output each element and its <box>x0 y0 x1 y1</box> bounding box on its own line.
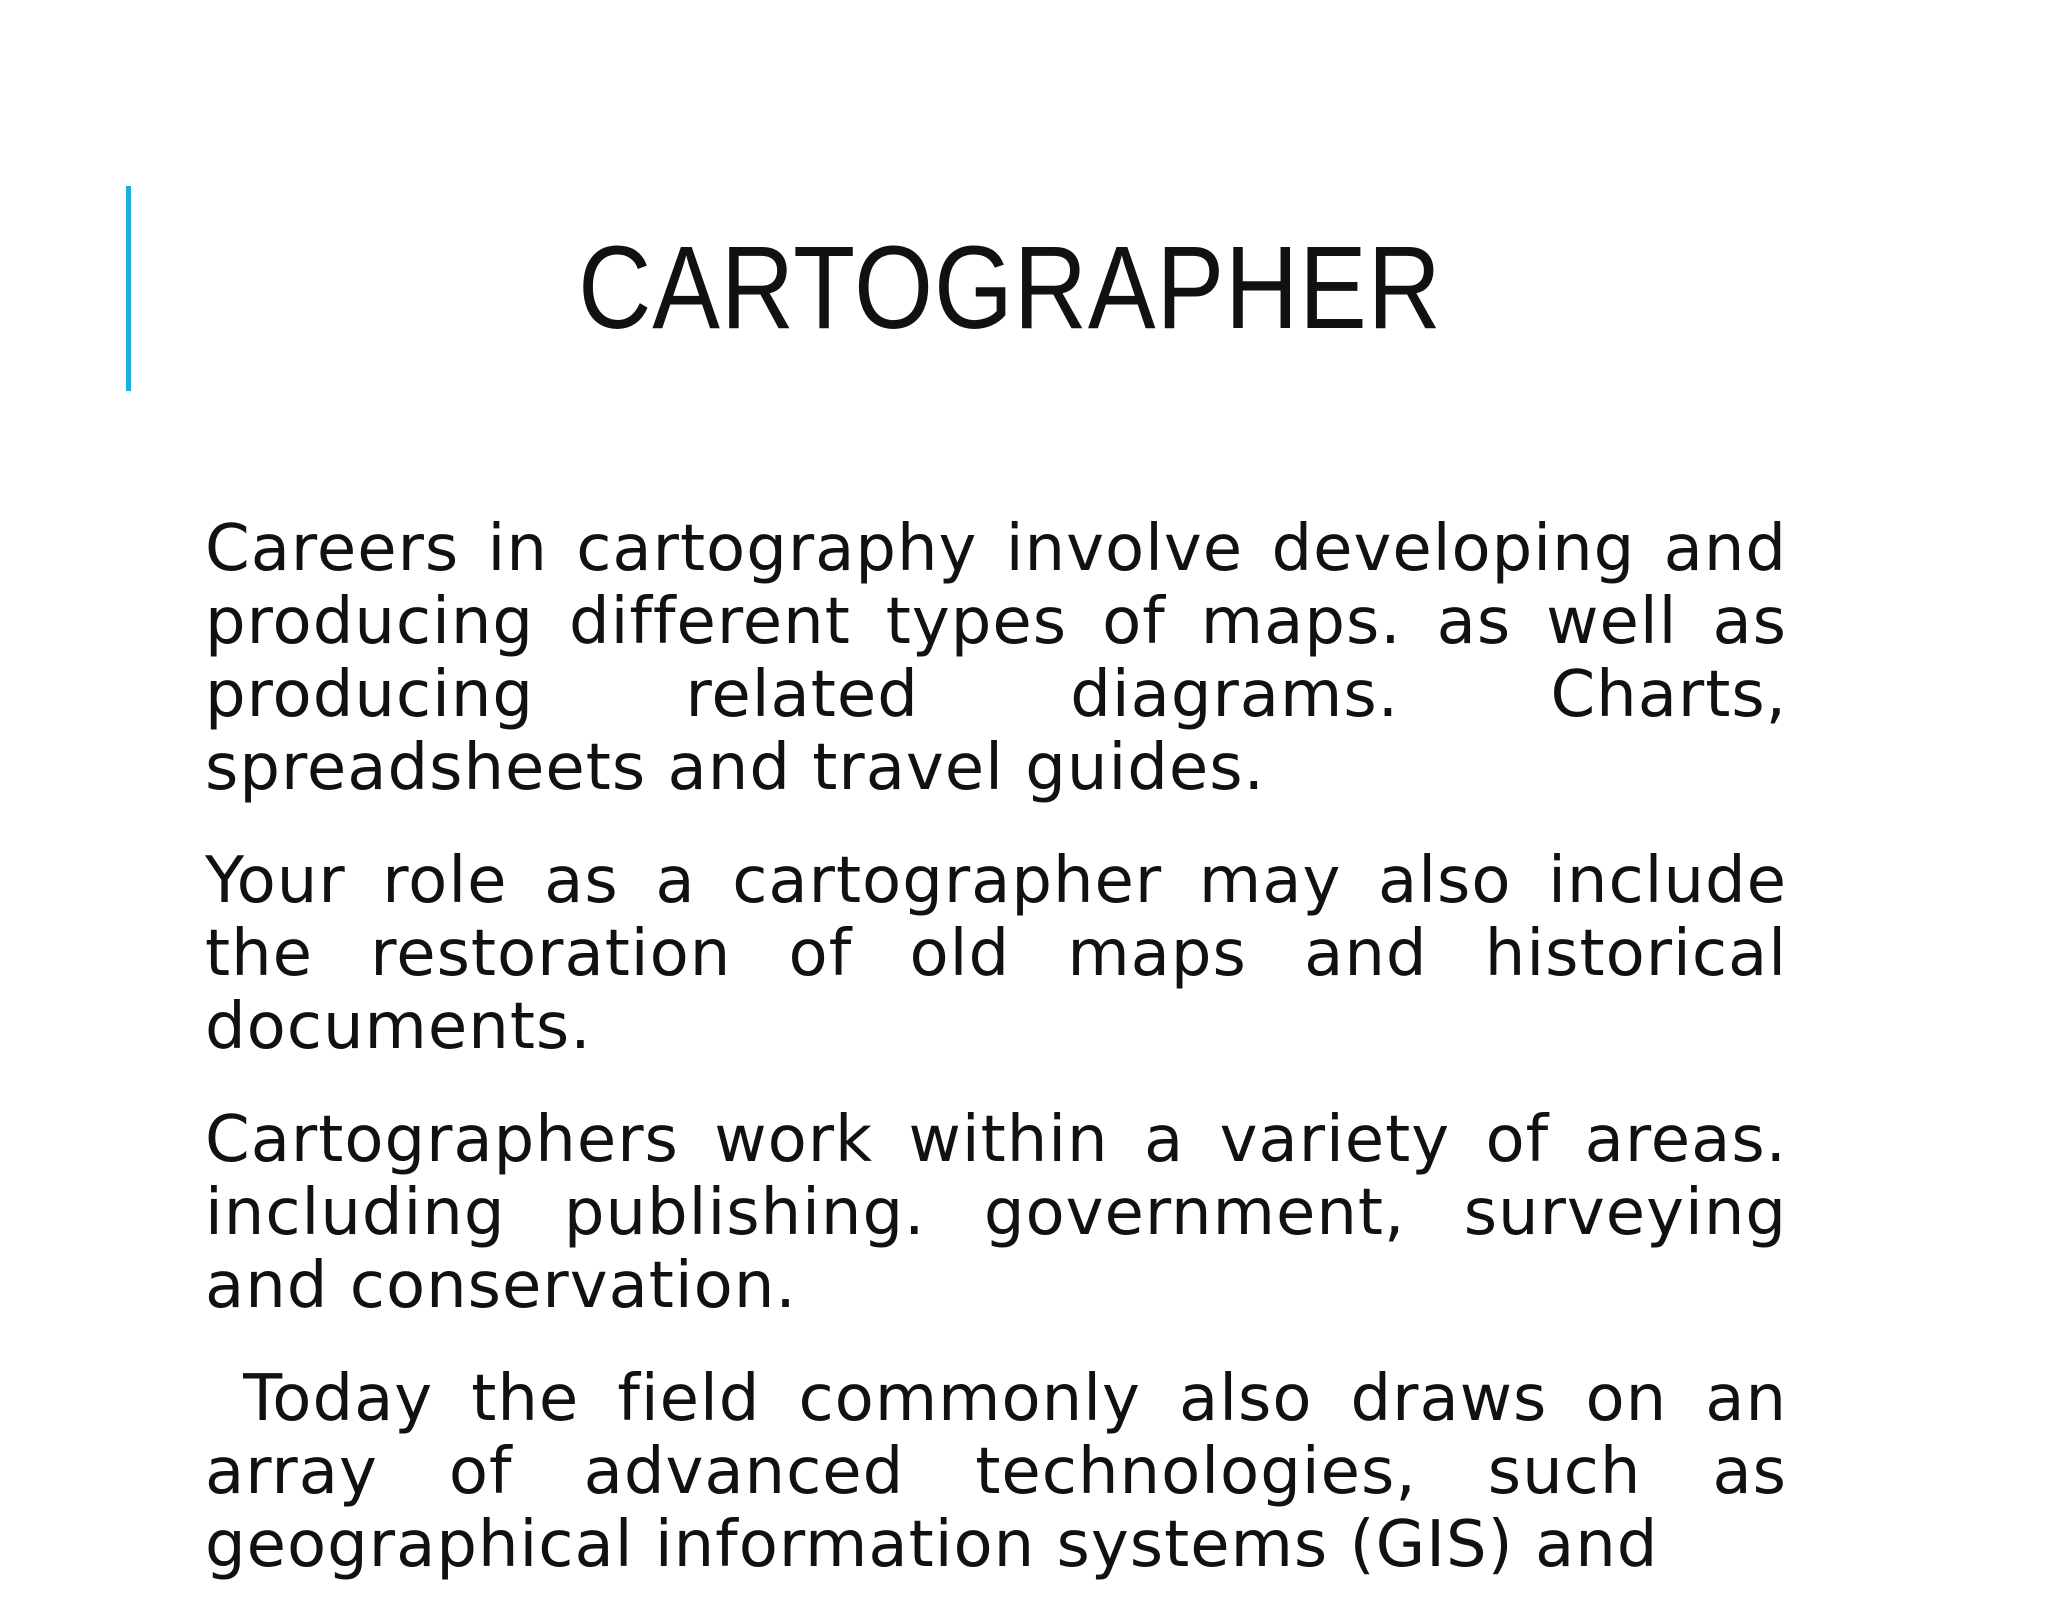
body-paragraph: Cartographers work within a variety of areas. including publishing. government, surveying and conservation. <box>205 1103 1787 1323</box>
body-paragraph: Careers in cartography involve developing and producing different types of maps. as well as producing related diagrams. Charts, spreadsheets and travel guides. <box>205 512 1787 805</box>
title-accent-bar <box>126 186 131 391</box>
body-paragraph: Today the field commonly also draws on an array of advanced technologies, such as geographical information systems (GIS) and <box>205 1362 1809 1582</box>
slide-title: CARTOGRAPHER <box>578 222 1442 354</box>
body-paragraph: Your role as a cartographer may also include the restoration of old maps and historical documents. <box>205 844 1787 1064</box>
slide-body <box>205 512 1809 1622</box>
